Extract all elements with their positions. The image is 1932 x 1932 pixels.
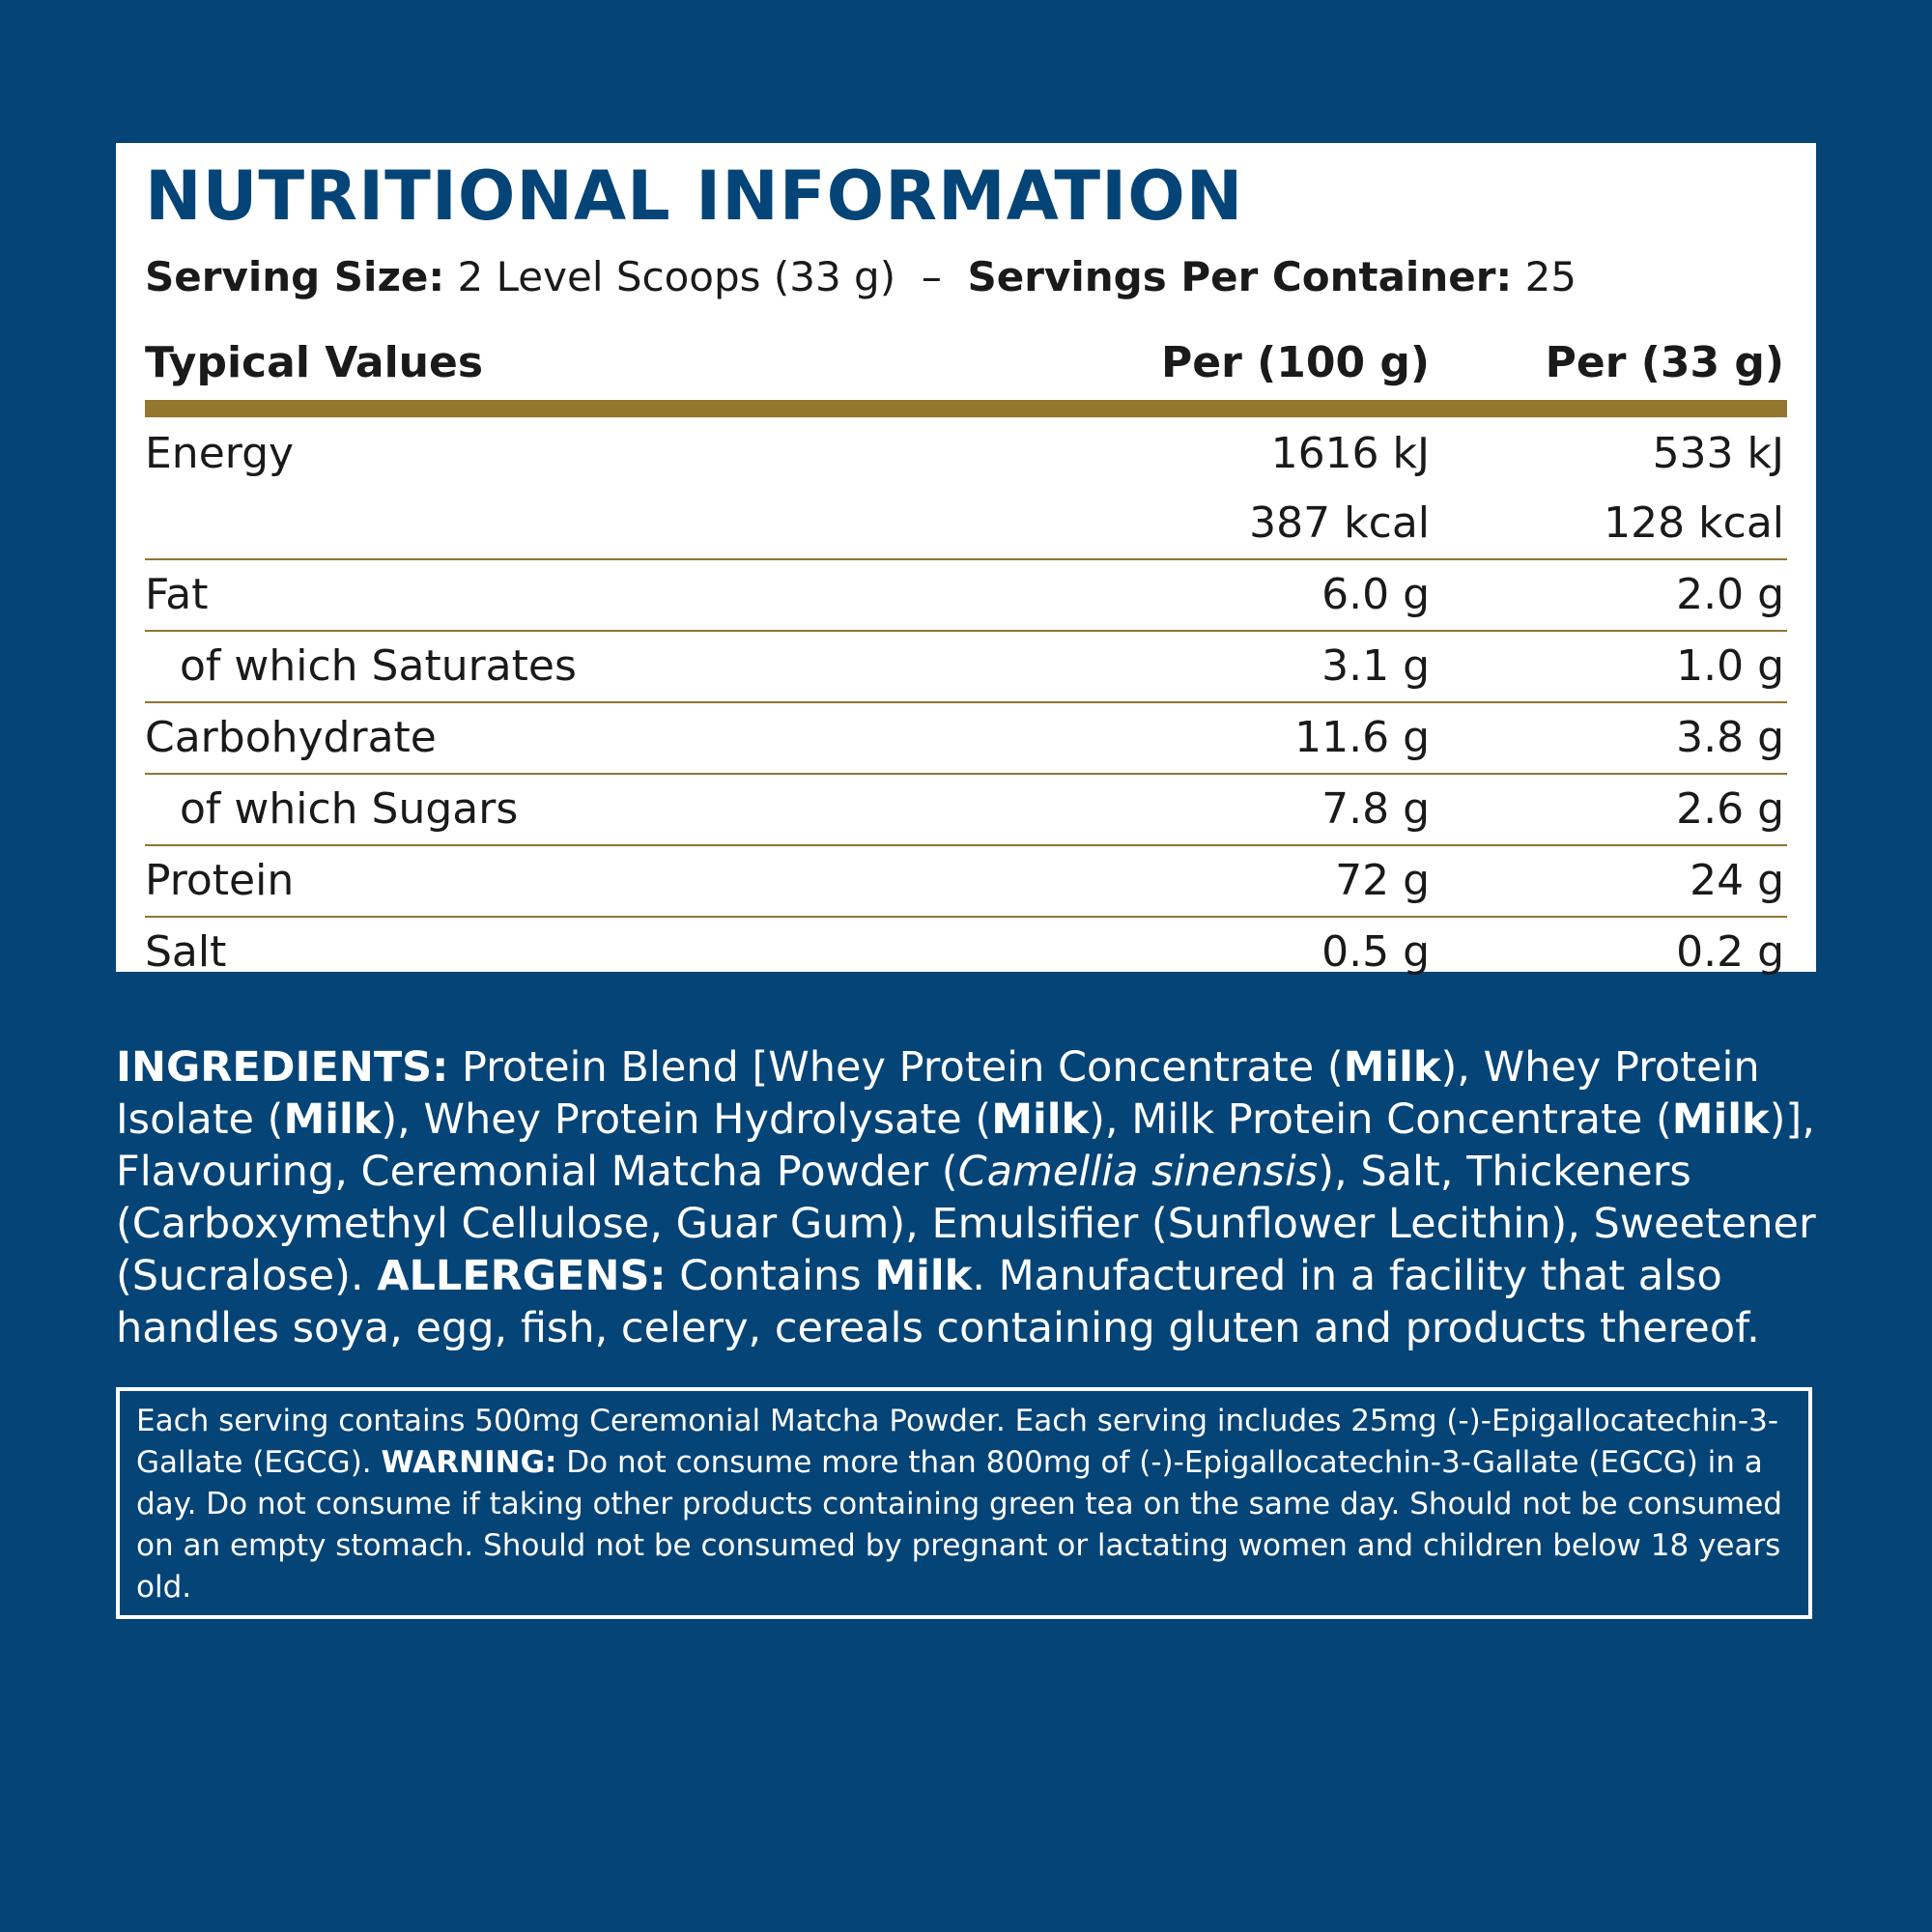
allergens-heading: ALLERGENS: <box>377 1252 667 1300</box>
row-label: Energy <box>145 429 295 478</box>
ingredients-text-part: ), Whey Protein Isolate ( <box>116 1043 1760 1144</box>
row-value-per-serving: 2.0 g <box>1676 570 1784 619</box>
table-row-energy-kj <box>145 419 1787 489</box>
row-value-per-serving: 3.8 g <box>1676 713 1784 762</box>
row-value-per-serving: 24 g <box>1690 856 1784 905</box>
row-value-per-serving: 128 kcal <box>1604 498 1784 548</box>
ingredients-text-part: ), Milk Protein Concentrate ( <box>1089 1095 1672 1144</box>
table-row-salt <box>145 918 1787 987</box>
row-value-per-100g: 11.6 g <box>1294 713 1430 762</box>
row-label: of which Sugars <box>180 784 519 834</box>
allergen-milk: Milk <box>1671 1095 1770 1144</box>
table-row-saturates <box>145 632 1787 703</box>
row-label: Fat <box>145 570 209 619</box>
header-col-per-serving: Per (33 g) <box>1545 338 1784 387</box>
warning-text <box>136 1401 1807 1608</box>
nutrition-table <box>145 327 1787 987</box>
row-value-per-100g: 3.1 g <box>1321 641 1430 691</box>
ingredients-text-part: ), Salt, Thickeners (Carboxymethyl Cellulose, Guar Gum), Emulsifier (Sunflower Lecithin), Sweetener (Sucralose). <box>116 1148 1816 1300</box>
row-label: of which Saturates <box>180 641 577 691</box>
table-row-carbohydrate <box>145 703 1787 775</box>
ingredients-text <box>116 1041 1835 1354</box>
table-header <box>145 327 1787 400</box>
ingredients-heading: INGREDIENTS: <box>116 1043 449 1092</box>
row-label: Protein <box>145 856 295 905</box>
allergen-milk: Milk <box>1343 1043 1441 1092</box>
row-label: Carbohydrate <box>145 713 437 762</box>
serving-info <box>145 253 1577 300</box>
allergen-milk: Milk <box>874 1252 973 1300</box>
warning-text-part: Each serving contains 500mg Ceremonial Matcha Powder. Each serving includes 25mg (-)-Epigallocatechin-3-Gallate (EGCG). <box>136 1404 1779 1480</box>
nutrition-panel <box>116 143 1816 977</box>
page-title: NUTRITIONAL INFORMATION <box>145 156 1244 236</box>
warning-box <box>116 1387 1812 1619</box>
header-col-per-100g: Per (100 g) <box>1161 338 1430 387</box>
header-divider <box>145 400 1787 417</box>
row-value-per-serving: 0.2 g <box>1676 927 1784 977</box>
table-row-sugars <box>145 775 1787 846</box>
row-value-per-serving: 2.6 g <box>1676 784 1784 834</box>
row-value-per-serving: 533 kJ <box>1652 429 1784 478</box>
allergen-milk: Milk <box>283 1095 382 1144</box>
row-value-per-100g: 6.0 g <box>1321 570 1430 619</box>
row-label: Salt <box>145 927 227 977</box>
row-value-per-100g: 387 kcal <box>1249 498 1430 548</box>
ingredients-text-part: Protein Blend [Whey Protein Concentrate ( <box>448 1043 1344 1092</box>
ingredients-text-part: ), Whey Protein Hydrolysate ( <box>381 1095 992 1144</box>
ingredients-text-part: Contains <box>666 1252 875 1300</box>
row-value-per-100g: 7.8 g <box>1321 784 1430 834</box>
header-label: Typical Values <box>145 338 484 387</box>
row-value-per-100g: 72 g <box>1335 856 1430 905</box>
row-value-per-serving: 1.0 g <box>1676 641 1784 691</box>
warning-text-part: Do not consume more than 800mg of (-)-Epigallocatechin-3-Gallate (EGCG) in a day. Do not consume if taking other products containing green tea on the same day. Should not be consumed on an empty stomach. Should not be consumed by pregnant or lactating women and children below 18 years old. <box>136 1445 1782 1605</box>
serving-size-label: Serving Size: <box>145 253 445 300</box>
table-row-fat <box>145 560 1787 632</box>
row-value-per-100g: 0.5 g <box>1321 927 1430 977</box>
table-row-energy-kcal <box>145 489 1787 560</box>
ingredients-text-part: . Manufactured in a facility that also handles soya, egg, fish, celery, cereals containing gluten and products thereof. <box>116 1252 1760 1352</box>
ingredients-text-part: )], Flavouring, Ceremonial Matcha Powder ( <box>116 1095 1815 1196</box>
servings-per-container-label: Servings Per Container: <box>967 253 1513 300</box>
table-row-protein <box>145 846 1787 918</box>
row-value-per-100g: 1616 kJ <box>1270 429 1430 478</box>
serving-size-value: 2 Level Scoops (33 g) <box>457 253 896 300</box>
servings-per-container-value: 25 <box>1524 253 1577 300</box>
allergen-milk: Milk <box>991 1095 1090 1144</box>
warning-heading: WARNING: <box>381 1445 557 1480</box>
latin-name: Camellia sinensis <box>957 1148 1319 1196</box>
serving-separator: – <box>921 253 942 300</box>
